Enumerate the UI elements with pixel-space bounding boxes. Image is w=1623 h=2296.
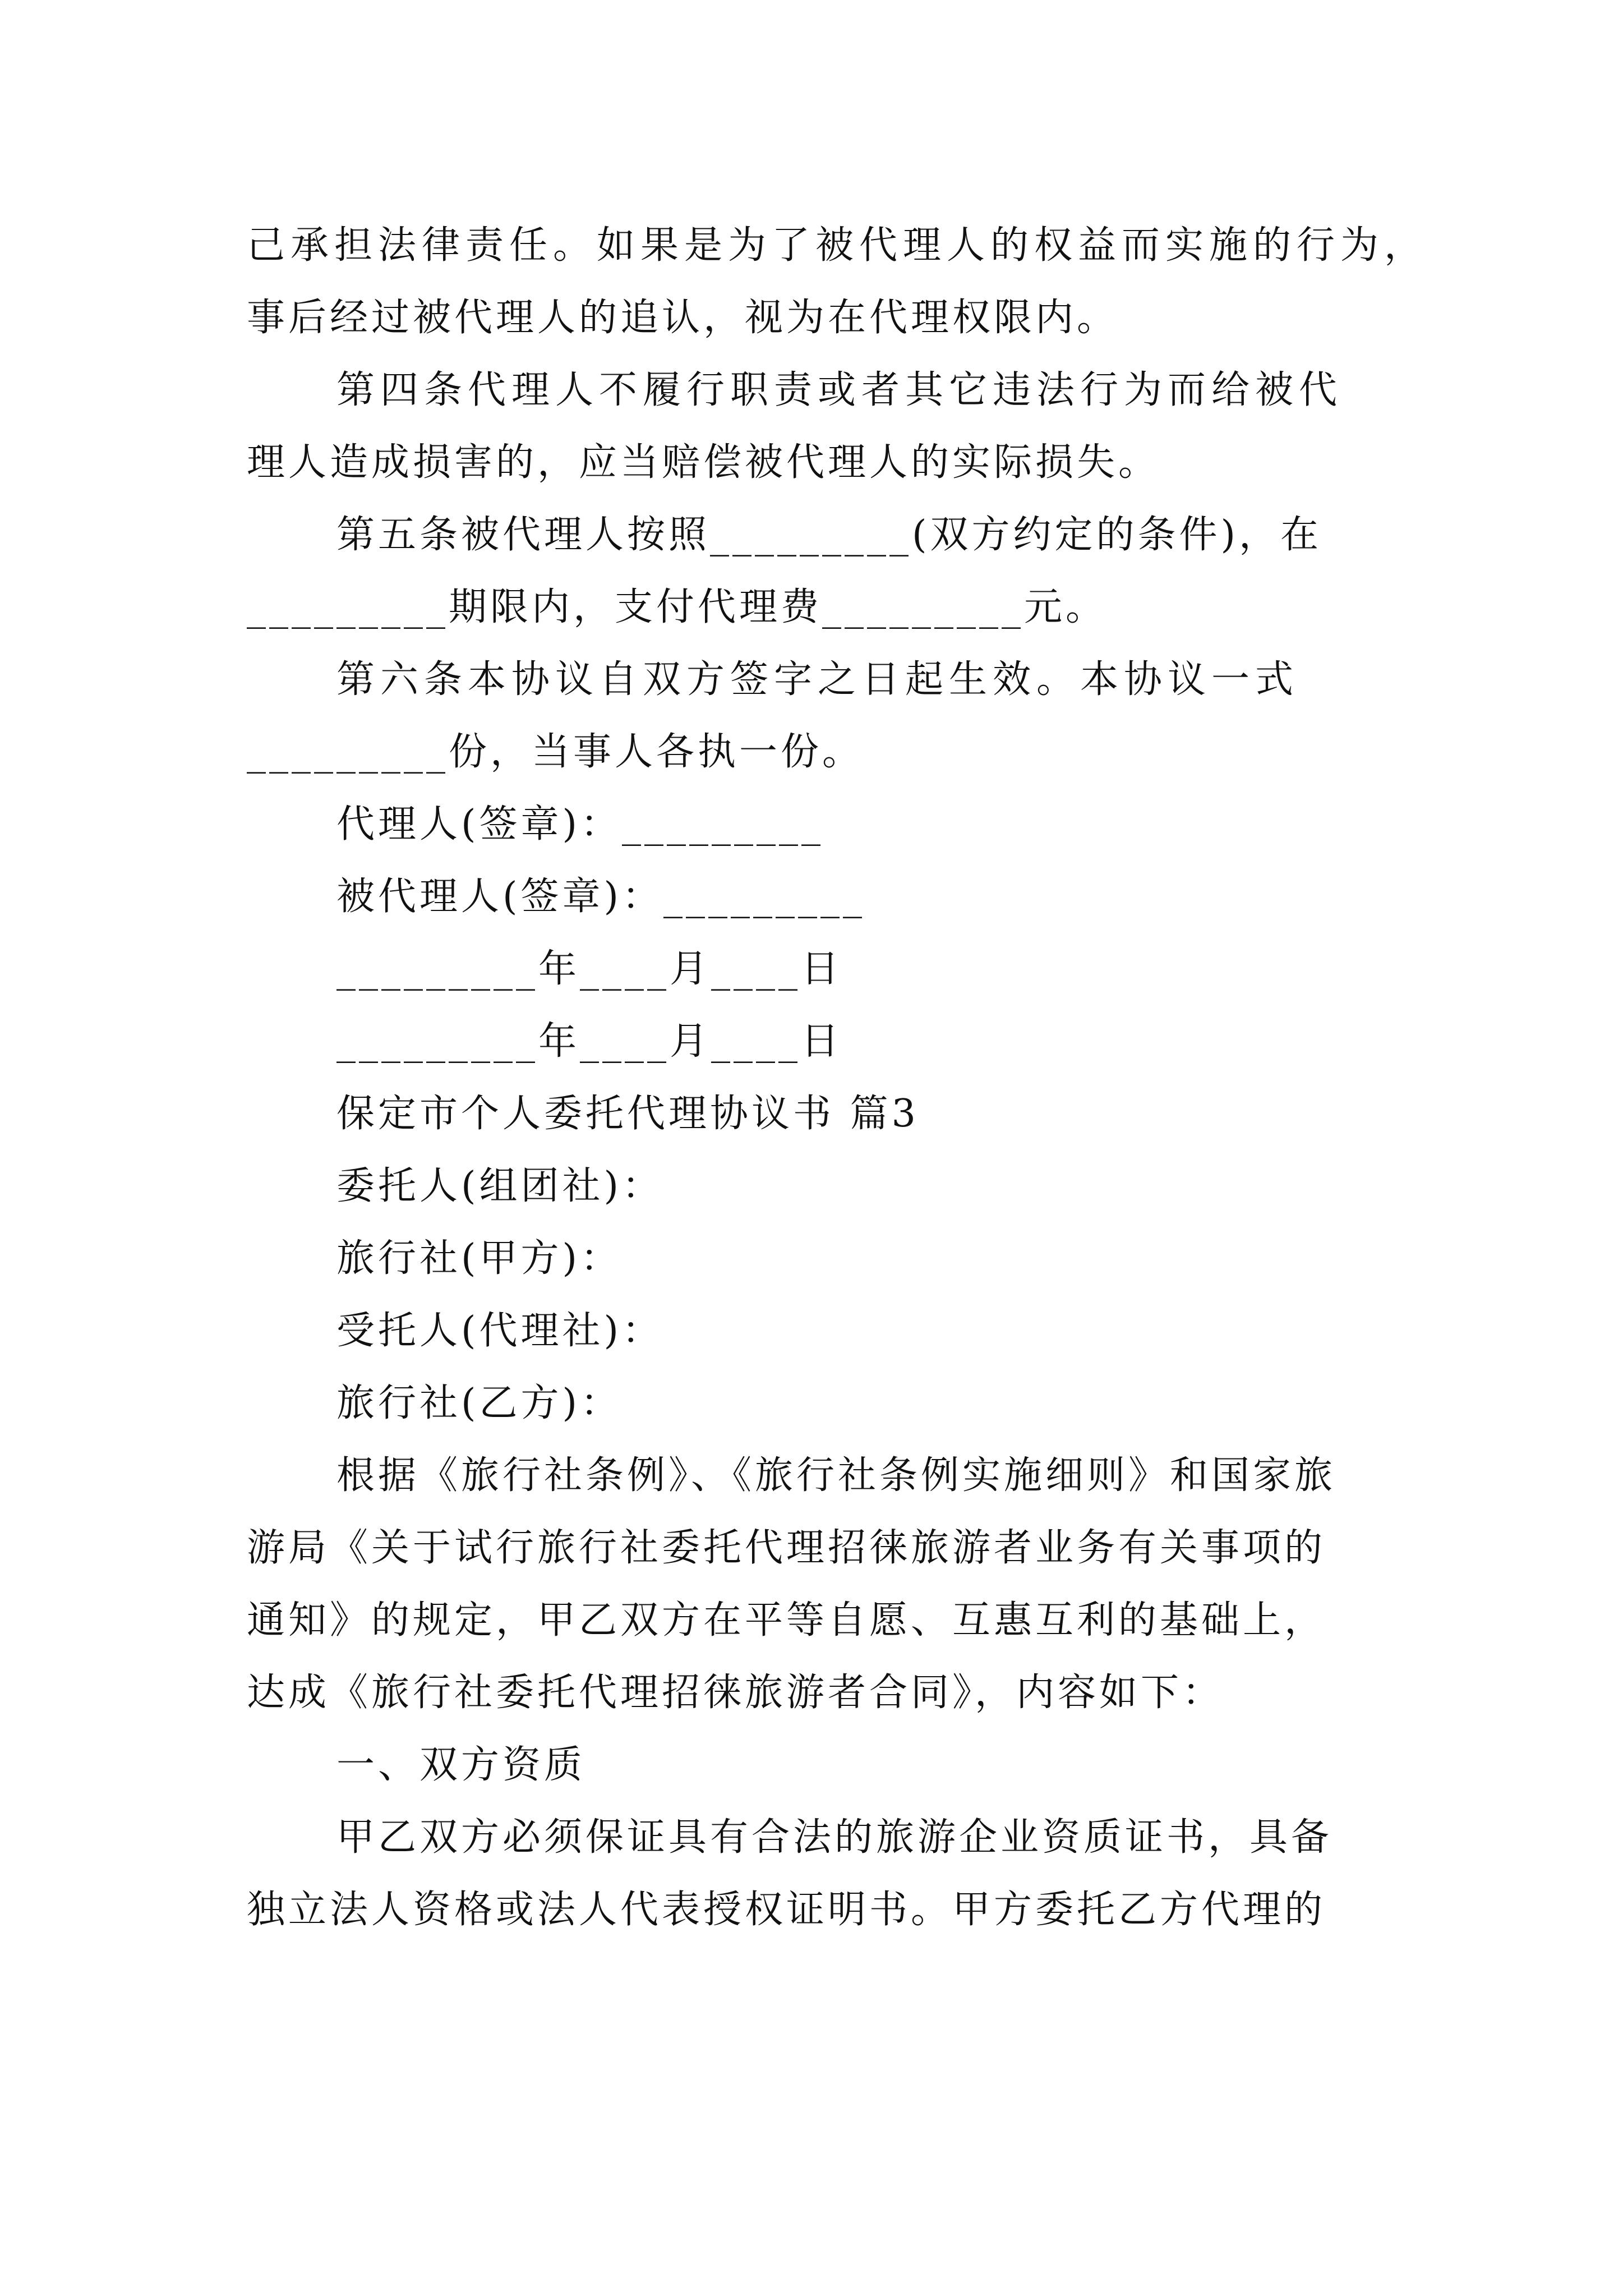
paragraph-line: 通知》的规定，甲乙双方在平等自愿、互惠互利的基础上， bbox=[247, 1598, 1326, 1642]
party-line: 受托人(代理社)： bbox=[336, 1309, 664, 1353]
paragraph-line: 游局《关于试行旅行社委托代理招徕旅游者业务有关事项的 bbox=[247, 1526, 1326, 1570]
party-line: 旅行社(甲方)： bbox=[336, 1236, 623, 1281]
date-line: _________年____月____日 bbox=[336, 947, 843, 991]
paragraph-line: 第六条本协议自双方签字之日起生效。本协议一式 bbox=[336, 657, 1299, 702]
principal-signature-line: 被代理人(签章)：_________ bbox=[336, 875, 866, 919]
paragraph-line: _________份，当事人各执一份。 bbox=[247, 730, 864, 774]
date-line: _________年____月____日 bbox=[336, 1019, 843, 1064]
paragraph-line: 甲乙双方必须保证具有合法的旅游企业资质证书，具备 bbox=[336, 1815, 1333, 1860]
section-title: 保定市个人委托代理协议书 篇3 bbox=[336, 1092, 919, 1136]
paragraph-line: 根据《旅行社条例》、《旅行社条例实施细则》和国家旅 bbox=[336, 1453, 1336, 1498]
section-heading: 一、双方资质 bbox=[336, 1743, 586, 1787]
paragraph-line: 己承担法律责任。如果是为了被代理人的权益而实施的行为， bbox=[247, 223, 1428, 268]
paragraph-line: _________期限内，支付代理费_________元。 bbox=[247, 585, 1108, 629]
party-line: 委托人(组团社)： bbox=[336, 1164, 664, 1208]
paragraph-line: 第四条代理人不履行职责或者其它违法行为而给被代 bbox=[336, 368, 1343, 412]
paragraph-line: 达成《旅行社委托代理招徕旅游者合同》，内容如下： bbox=[247, 1671, 1224, 1715]
paragraph-line: 理人造成损害的，应当赔偿被代理人的实际损失。 bbox=[247, 440, 1160, 485]
paragraph-line: 第五条被代理人按照_________(双方约定的条件)，在 bbox=[336, 513, 1322, 557]
paragraph-line: 独立法人资格或法人代表授权证明书。甲方委托乙方代理的 bbox=[247, 1888, 1326, 1932]
party-line: 旅行社(乙方)： bbox=[336, 1381, 623, 1425]
agent-signature-line: 代理人(签章)：_________ bbox=[336, 802, 824, 846]
paragraph-line: 事后经过被代理人的追认，视为在代理权限内。 bbox=[247, 296, 1119, 340]
